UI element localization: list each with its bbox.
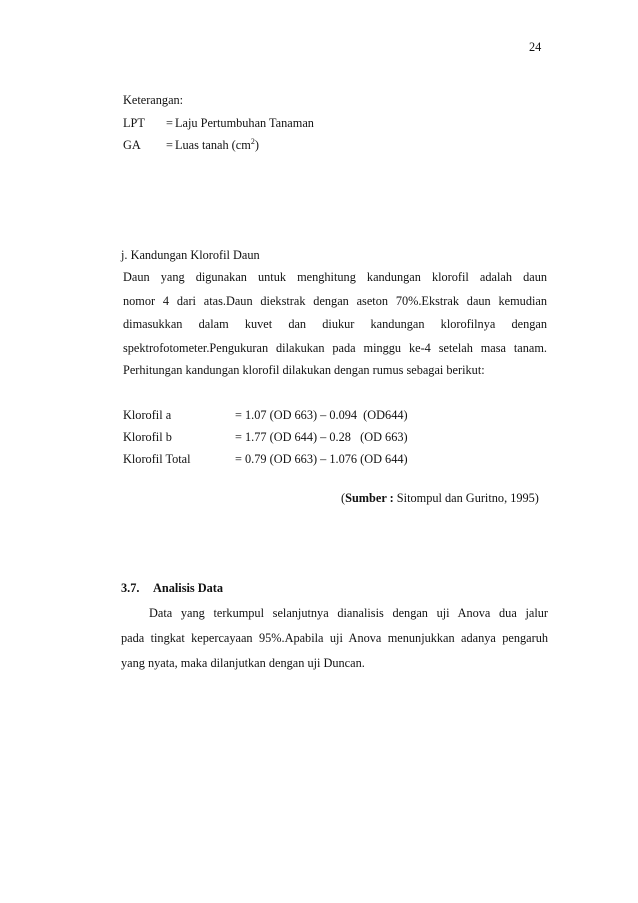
section-number: 3.7. — [121, 581, 140, 595]
legend-abbr: GA — [123, 138, 141, 152]
paragraph-line: nomor 4 dari atas.Daun diekstrak dengan aseton 70%.Ekstrak daun kemudian — [123, 294, 547, 308]
paragraph-line: Daun yang digunakan untuk menghitung kandungan klorofil adalah daun — [123, 270, 547, 284]
legend-abbr: LPT — [123, 116, 145, 130]
section-title: Analisis Data — [153, 581, 224, 595]
formula-label: Klorofil Total — [123, 452, 191, 466]
legend-definition-text: Luas tanah (cm — [175, 138, 251, 152]
legend-definition — [175, 138, 259, 153]
legend-definition-close: ) — [254, 138, 259, 152]
paragraph-line: pada tingkat kepercayaan 95%.Apabila uji Anova menunjukkan adanya pengaruh — [121, 631, 548, 645]
formula-expression: = 0.79 (OD 663) – 1.076 (OD 644) — [235, 452, 408, 466]
formula-label: Klorofil a — [123, 408, 172, 422]
keterangan-heading: Keterangan: — [123, 93, 184, 107]
legend-equals: = — [166, 116, 173, 130]
paragraph-line: spektrofotometer.Pengukuran dilakukan pada minggu ke-4 setelah masa tanam. — [123, 341, 547, 355]
source-open-paren: ( — [341, 491, 346, 505]
formula-expression: = 1.07 (OD 663) – 0.094 (OD644) — [235, 408, 408, 422]
paragraph-line: Perhitungan kandungan klorofil dilakukan dengan rumus sebagai berikut: — [123, 363, 485, 377]
legend-equals: = — [166, 138, 173, 152]
source-text: Sitompul dan Guritno, 1995) — [393, 491, 539, 505]
source-citation — [341, 491, 539, 506]
page-number: 24 — [529, 40, 542, 54]
paragraph-line: yang nyata, maka dilanjutkan dengan uji Duncan. — [121, 656, 365, 670]
formula-label: Klorofil b — [123, 430, 172, 444]
source-label: Sumber : — [345, 491, 394, 505]
legend-definition: Laju Pertumbuhan Tanaman — [175, 116, 314, 130]
formula-expression: = 1.77 (OD 644) – 0.28 (OD 663) — [235, 430, 408, 444]
paragraph-line: Data yang terkumpul selanjutnya dianalisis dengan uji Anova dua jalur — [149, 606, 548, 620]
superscript-exponent: 2 — [250, 136, 255, 146]
section-heading — [121, 581, 223, 596]
paragraph-line: dimasukkan dalam kuvet dan diukur kandungan klorofilnya dengan — [123, 317, 547, 331]
section-j-heading: j. Kandungan Klorofil Daun — [121, 248, 260, 262]
